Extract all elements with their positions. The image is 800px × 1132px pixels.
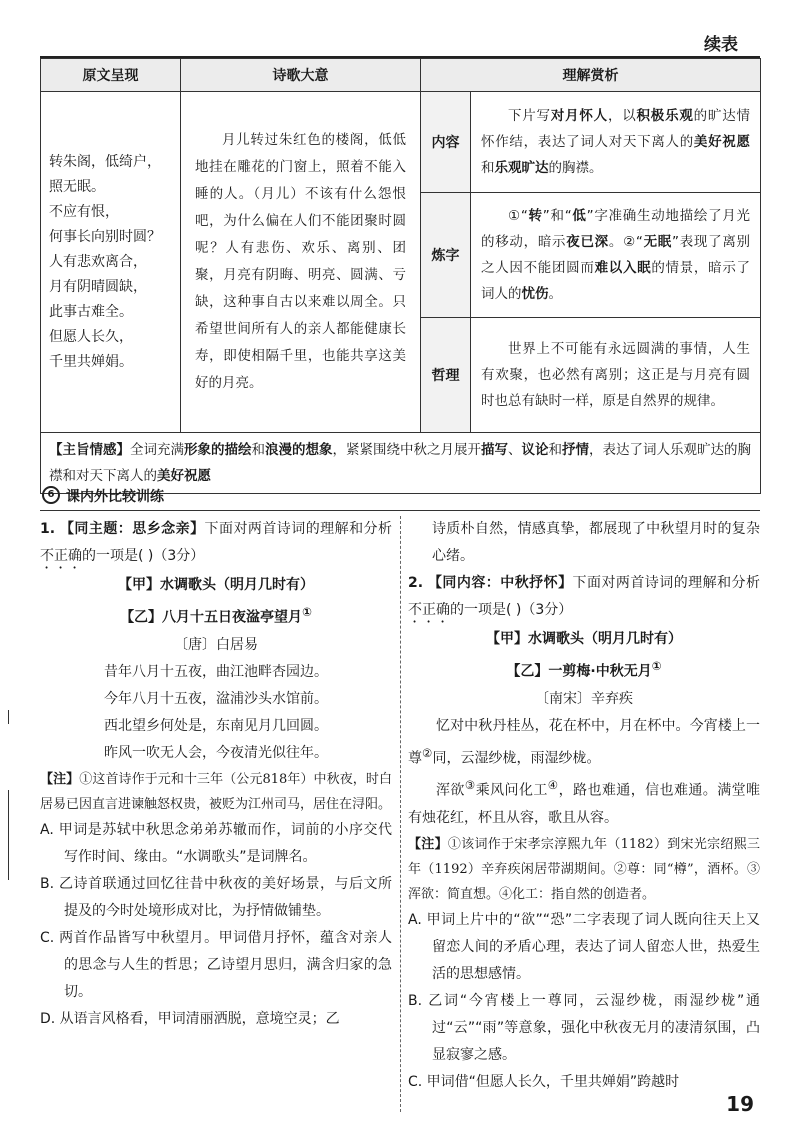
- original-line: 此事古难全。: [49, 303, 133, 320]
- q1-option-d-continued: 诗质朴自然，情感真挚，都展现了中秋望月时的复杂心绪。: [432, 521, 760, 564]
- q1-poem-b-title: 【乙】八月十五日夜湓亭望月①: [120, 605, 312, 626]
- q2-option-a[interactable]: A. 甲词上片中的“欲”“恐”二字表现了词人既向往天上又留恋人间的矛盾心理，表达了词人留恋人世，热爱生活的思想感情。: [408, 911, 760, 982]
- appreciation-content: 下片写对月怀人，以积极乐观的旷达情怀作结，表达了词人对天下离人的美好祝愿和乐观旷达的胸襟。: [471, 92, 761, 193]
- original-line: 转朱阁，低绮户，: [49, 153, 161, 170]
- q1-poem-a-title: 【甲】水调歌头（明月几时有）: [118, 577, 314, 593]
- section-number-icon: 6: [42, 486, 60, 504]
- margin-mark: [8, 710, 9, 724]
- question-2-stem: 2. 【同内容：中秋抒怀】下面对两首诗词的理解和分析不正确的一项是( )（3分）: [408, 575, 761, 618]
- q2-option-b[interactable]: B. 乙词“今宵楼上一尊同，云湿纱栊，雨湿纱栊”通过“云”“雨”等意象，强化中秋夜无月的凄清氛围，凸显寂寥之感。: [408, 992, 760, 1063]
- original-line: 千里共婵娟。: [49, 353, 133, 370]
- row-label-content: 内容: [421, 92, 471, 193]
- continued-label: 续表: [704, 35, 738, 55]
- row-label-wording: 炼字: [421, 193, 471, 318]
- left-column: [40, 516, 392, 1033]
- original-line: 不应有恨，: [49, 203, 119, 220]
- original-line: 人有悲欢离合，: [49, 253, 147, 270]
- header-appreciation: 理解赏析: [421, 59, 761, 92]
- header-meaning: 诗歌大意: [181, 59, 421, 92]
- header-original: 原文呈现: [41, 59, 181, 92]
- q1-poem-line: 昨风一吹无人会，今夜清光似往年。: [104, 744, 328, 761]
- q1-note: 【注】①这首诗作于元和十三年（公元818年）中秋夜，时白居易已因直言进谏触怒权贵，被贬为江州司马，居住在浔阳。: [40, 771, 392, 812]
- appreciation-philosophy: 世界上不可能有永远圆满的事情，人生有欢聚，也必然有离别；这正是与月亮有圆时也总有缺时一样，原是自然界的规律。: [471, 318, 761, 433]
- question-1-stem: 1. 【同主题：思乡念亲】下面对两首诗词的理解和分析不正确的一项是( )（3分）: [40, 521, 393, 564]
- q1-option-d[interactable]: D. 从语言风格看，甲词清丽洒脱，意境空灵；乙: [40, 1010, 340, 1027]
- q1-author: 〔唐〕白居易: [174, 636, 258, 653]
- original-line: 月有阴晴圆缺，: [49, 278, 147, 295]
- q1-option-b[interactable]: B. 乙诗首联通过回忆往昔中秋夜的美好场景，与后文所提及的今时处境形成对比，为抒情做铺垫。: [40, 875, 392, 919]
- q1-option-c[interactable]: C. 两首作品皆写中秋望月。甲词借月抒怀，蕴含对亲人的思念与人生的哲思；乙诗望月思归，满含归家的急切。: [40, 929, 392, 1000]
- original-line: 但愿人长久，: [49, 328, 133, 345]
- q1-poem-line: 西北望乡何处是，东南见月几回圆。: [104, 717, 328, 734]
- section-title: 课内外比较训练: [66, 489, 164, 505]
- q2-note: 【注】①该词作于宋孝宗淳熙九年（1182）到宋光宗绍熙三年（1192）辛弃疾闲居带湖期间。②尊：同“樽”，酒杯。③浑欲：简直想。④化工：指自然的创造者。: [408, 836, 760, 902]
- section-heading: [40, 484, 760, 511]
- q2-verse-2: 浑欲③乘风问化工④，路也难通，信也难通。满堂唯有烛花红，杯且从容，歌且从容。: [408, 778, 761, 826]
- margin-mark: [8, 790, 9, 880]
- q1-poem-line: 昔年八月十五夜，曲江池畔杏园边。: [104, 663, 328, 680]
- original-text-cell: [41, 92, 181, 433]
- row-label-philosophy: 哲理: [421, 318, 471, 433]
- poem-analysis-table: [40, 58, 761, 494]
- appreciation-wording: ①“转”和“低”字准确生动地描绘了月光的移动，暗示夜已深。②“无眠”表现了离别之人因不能团圆而难以入眠的情景，暗示了词人的忧伤。: [471, 193, 761, 318]
- meaning-cell: 月儿转过朱红色的楼阁，低低地挂在雕花的门窗上，照着不能入睡的人。（月儿）不该有什么怨恨吧，为什么偏在人们不能团聚时圆呢？人有悲伤、欢乐、离别、团聚，月亮有阴晦、明亮、圆满、亏缺，这种事自古以来难以周全。只希望世间所有人的亲人都能健康长寿，即使相隔千里，也能共享这美好的月亮。: [181, 92, 421, 433]
- q2-author: 〔南宋〕辛弃疾: [535, 690, 633, 707]
- original-line: 照无眠。: [49, 178, 105, 195]
- q2-verse-1: 忆对中秋丹桂丛，花在杯中，月在杯中。今宵楼上一尊②同，云湿纱栊，雨湿纱栊。: [408, 717, 760, 767]
- table-header-row: [41, 59, 761, 92]
- page-number: 19: [726, 1092, 754, 1116]
- q2-option-c[interactable]: C. 甲词借“但愿人长久，千里共婵娟”跨越时: [408, 1073, 680, 1090]
- column-divider: [400, 516, 401, 1112]
- q1-poem-line: 今年八月十五夜，湓浦沙头水馆前。: [104, 690, 328, 707]
- right-column: [408, 516, 760, 1096]
- table-row: [41, 92, 761, 193]
- q2-poem-b-title: 【乙】一剪梅·中秋无月①: [506, 659, 662, 680]
- original-line: 何事长向别时圆？: [49, 228, 161, 245]
- q2-poem-a-title: 【甲】水调歌头（明月几时有）: [486, 631, 682, 647]
- theme-cell: 【主旨情感】全词充满形象的描绘和浪漫的想象，紧紧围绕中秋之月展开描写、议论和抒情，表达了词人乐观旷达的胸襟和对天下离人的美好祝愿: [41, 433, 761, 494]
- q1-option-a[interactable]: A. 甲词是苏轼中秋思念弟弟苏辙而作，词前的小序交代写作时间、缘由。“水调歌头”是词牌名。: [40, 821, 392, 865]
